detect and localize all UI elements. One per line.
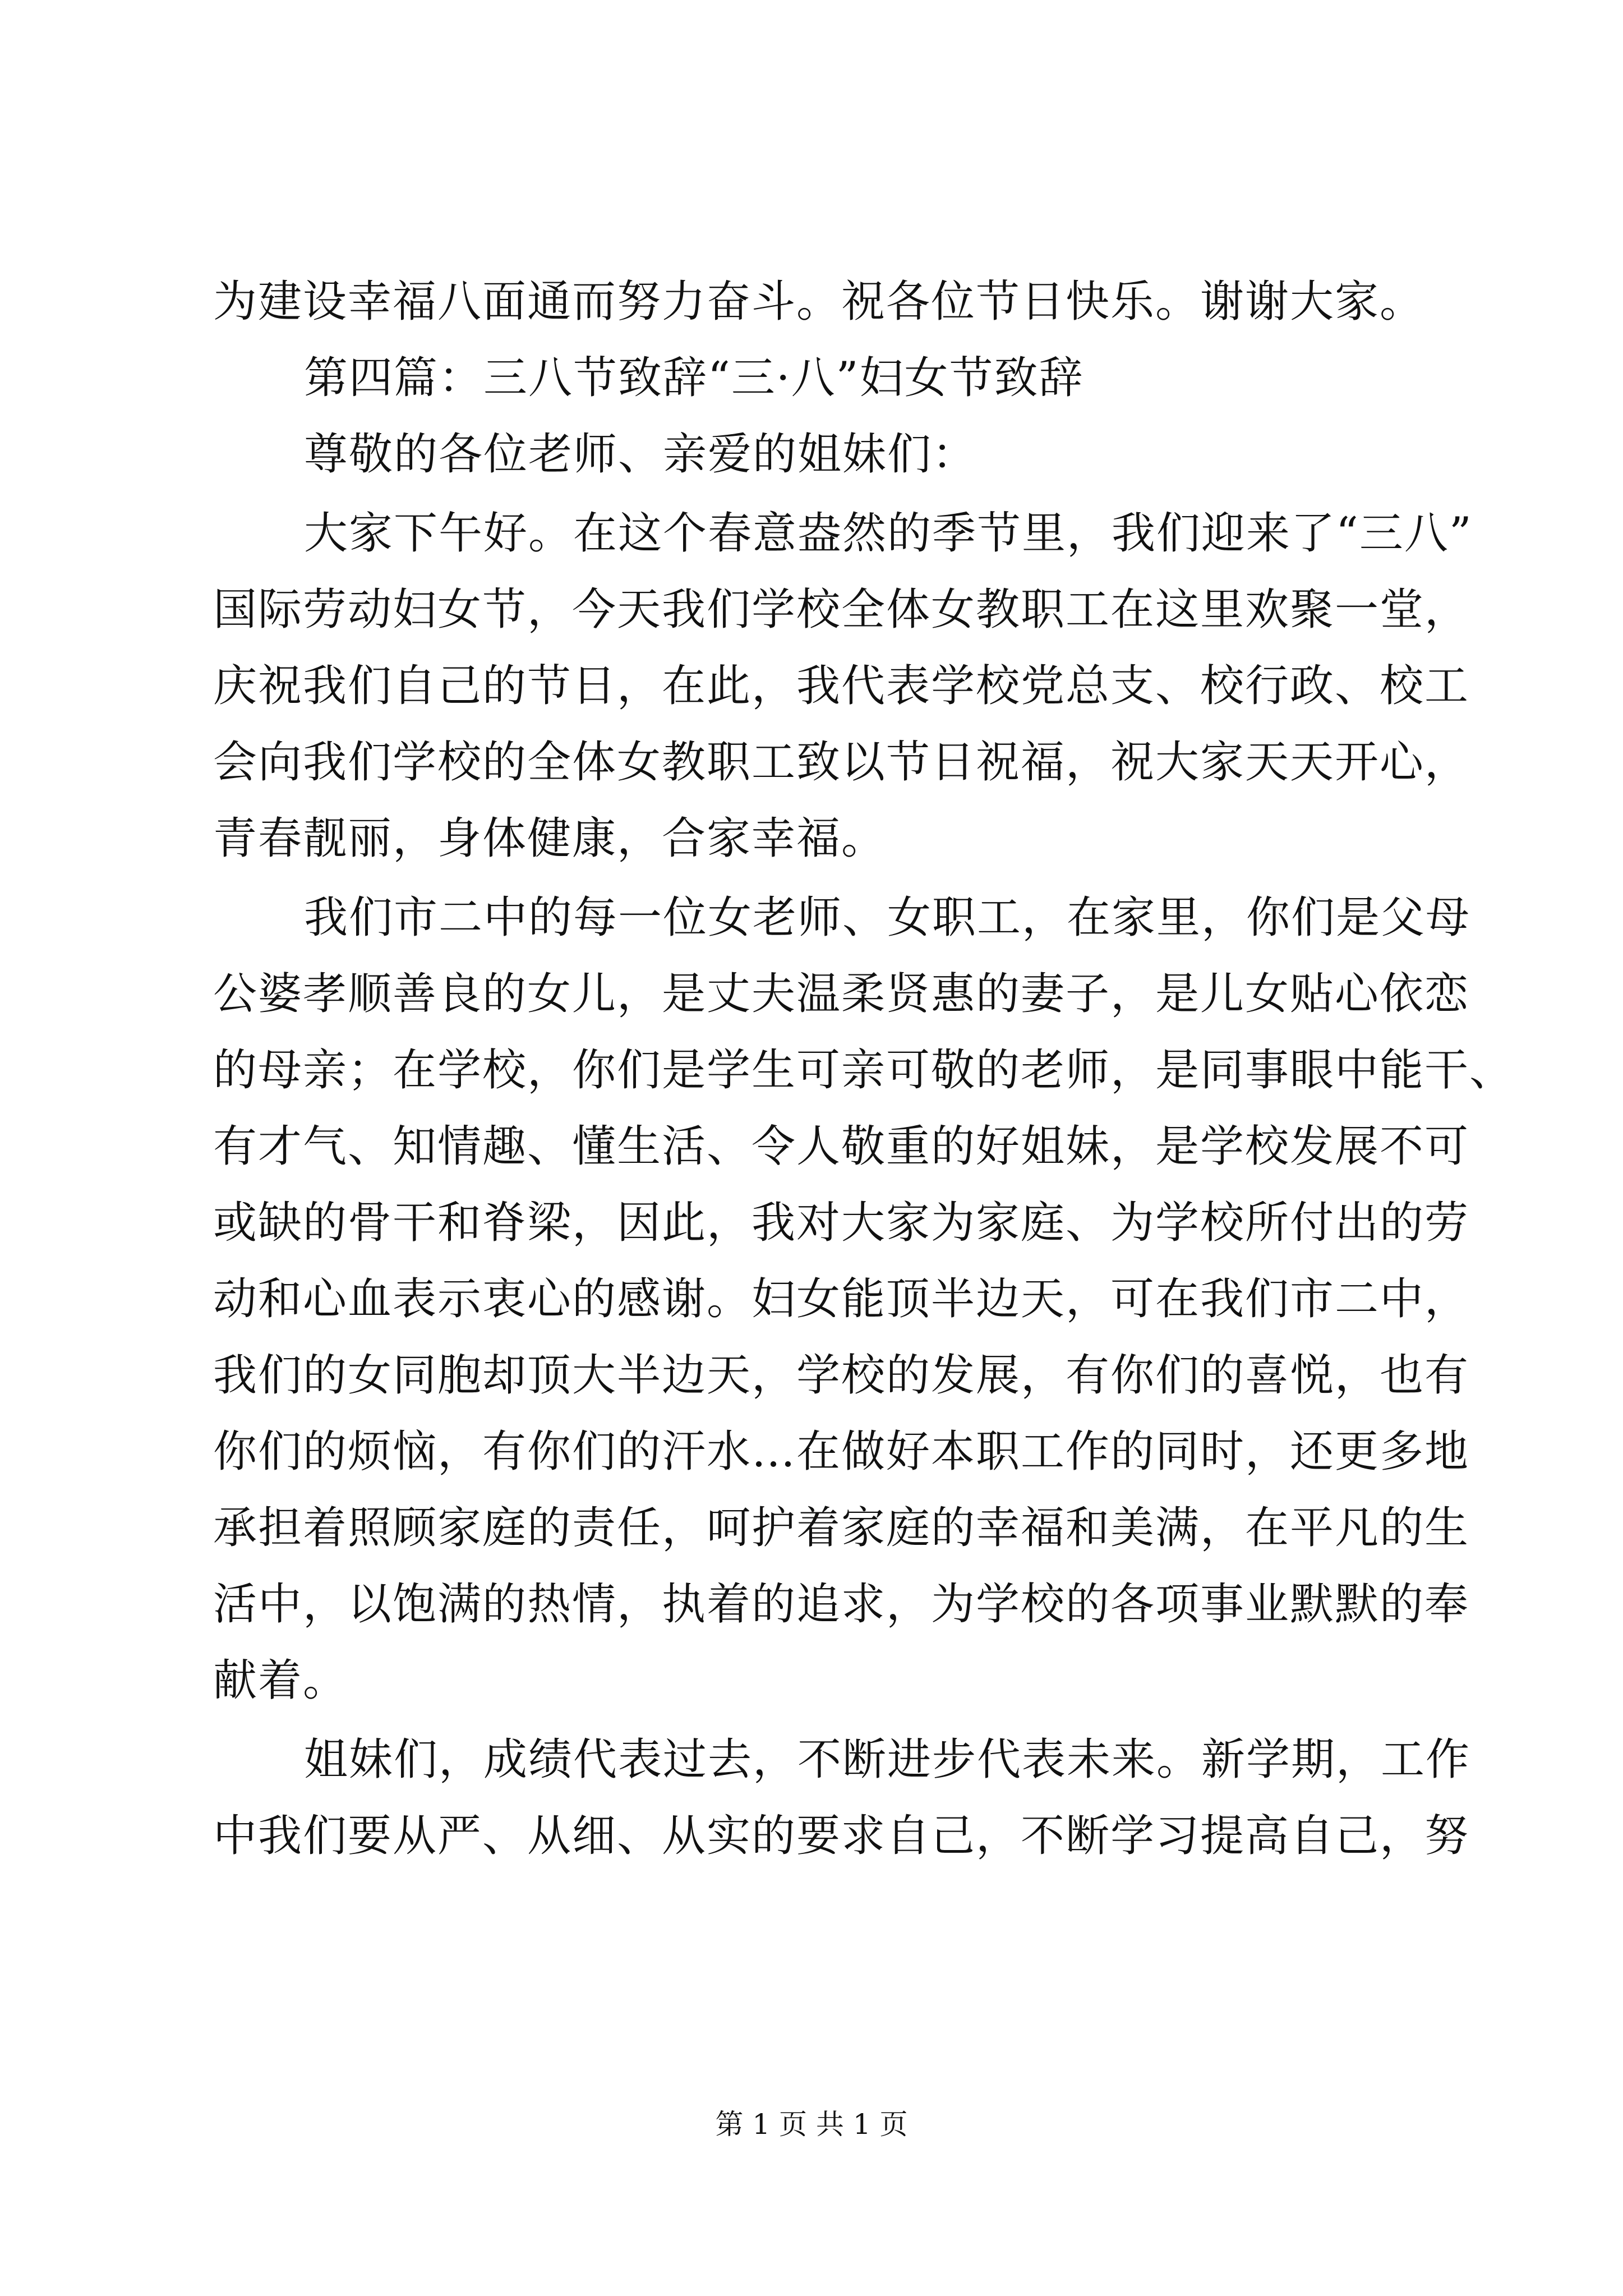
paragraph-line: 你们的烦恼，有你们的汗水…在做好本职工作的同时，还更多地 xyxy=(213,1427,1470,1477)
paragraph-line: 我们市二中的每一位女老师、女职工，在家里，你们是父母 xyxy=(304,892,1471,943)
paragraph-line: 姐妹们，成绩代表过去，不断进步代表未来。新学期，工作 xyxy=(304,1734,1471,1785)
salutation: 尊敬的各位老师、亲爱的姐妹们： xyxy=(304,429,978,480)
document-body xyxy=(213,264,1515,1874)
paragraph-line: 活中，以饱满的热情，执着的追求，为学校的各项事业默默的奉 xyxy=(213,1579,1470,1630)
paragraph-line: 中我们要从严、从细、从实的要求自己，不断学习提高自己，努 xyxy=(213,1811,1470,1861)
paragraph-line: 承担着照顾家庭的责任，呵护着家庭的幸福和美满，在平凡的生 xyxy=(213,1503,1470,1553)
paragraph-line: 有才气、知情趣、懂生活、令人敬重的好姐妹，是学校发展不可 xyxy=(213,1121,1470,1172)
paragraph-line: 的母亲；在学校，你们是学生可亲可敬的老师，是同事眼中能干、 xyxy=(213,1045,1515,1096)
paragraph-line: 庆祝我们自己的节日，在此，我代表学校党总支、校行政、校工 xyxy=(213,661,1470,711)
paragraph-line: 为建设幸福八面通而努力奋斗。祝各位节日快乐。谢谢大家。 xyxy=(213,277,1425,327)
paragraph-line: 献着。 xyxy=(213,1655,348,1706)
paragraph-line: 或缺的骨干和脊梁，因此，我对大家为家庭、为学校所付出的劳 xyxy=(213,1198,1470,1248)
paragraph-line: 青春靓丽，身体健康，合家幸福。 xyxy=(213,813,887,864)
section-heading: 第四篇：三八节致辞“三·八”妇女节致辞 xyxy=(304,353,1084,403)
paragraph-line: 大家下午好。在这个春意盎然的季节里，我们迎来了“三八” xyxy=(304,508,1473,559)
page-number-footer: 第 1 页 共 1 页 xyxy=(715,2108,908,2141)
paragraph-line: 国际劳动妇女节，今天我们学校全体女教职工在这里欢聚一堂， xyxy=(213,585,1470,635)
paragraph-line: 公婆孝顺善良的女儿，是丈夫温柔贤惠的妻子，是儿女贴心依恋 xyxy=(213,969,1470,1019)
paragraph-line: 动和心血表示衷心的感谢。妇女能顶半边天，可在我们市二中， xyxy=(213,1274,1470,1324)
paragraph-line: 我们的女同胞却顶大半边天，学校的发展，有你们的喜悦，也有 xyxy=(213,1350,1470,1401)
paragraph-line: 会向我们学校的全体女教职工致以节日祝福，祝大家天天开心， xyxy=(213,737,1470,788)
